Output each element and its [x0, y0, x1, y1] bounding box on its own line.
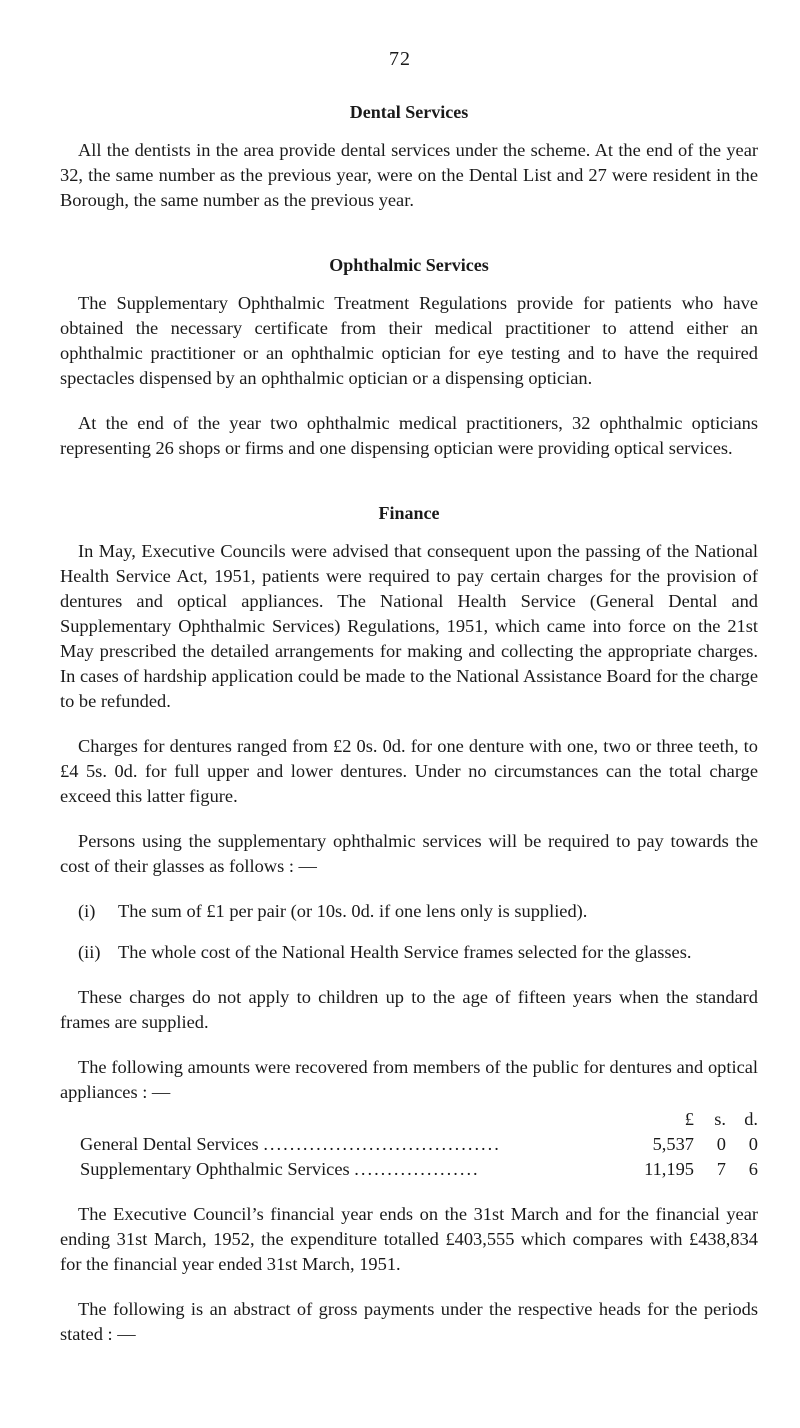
list-text: The sum of £1 per pair (or 10s. 0d. if one lens only is supplied). [118, 901, 588, 921]
finance-heading: Finance [378, 503, 440, 523]
finance-paragraph-1: In May, Executive Councils were advised that consequent upon the passing of the National Health Service Act, 1951, patients were required to pay certain charges for the provision of dentures and optical appliances. The National Health Service (General Dental and Supplementary Ophthalmic Services) Regulations, 1951, which came into force on the 21st May prescribed the detailed arrangements for making and collecting the appropriate charges. In cases of hardship application could be made to the National Assistance Board for the charge to be refunded. [60, 541, 758, 711]
pounds-value: 11,195 [644, 1159, 694, 1179]
dental-services-paragraph: All the dentists in the area provide dental services under the scheme. At the end of the year 32, the same number as the previous year, were on the Dental List and 27 were resident in the Borough, the same number as the previous year. [60, 140, 758, 210]
amounts-header-row [60, 1107, 758, 1132]
table-row [60, 1157, 758, 1182]
pounds-value: 5,537 [652, 1134, 694, 1154]
amount-label [60, 1132, 626, 1157]
ophthalmic-services-heading: Ophthalmic Services [329, 255, 489, 275]
ophthalmic-paragraph-1: The Supplementary Ophthalmic Treatment Regulations provide for patients who have obtained the necessary certificate from their medical practitioner to attend either an ophthalmic practitioner or an ophthalmic optician for eye testing and to have the required spectacles dispensed by an ophthalmic optician or a dispensing optician. [60, 293, 758, 388]
pounds-column-header: £ [684, 1109, 694, 1129]
amount-label [60, 1157, 626, 1182]
finance-paragraph-3: Persons using the supplementary ophthalmic services will be required to pay towards the cost of their glasses as follows : — [60, 831, 758, 876]
shillings-column-header: s. [714, 1109, 726, 1129]
amounts-table [60, 1107, 758, 1182]
page-number: 72 [389, 48, 411, 70]
dental-services-heading: Dental Services [349, 102, 469, 122]
list-item [60, 899, 758, 924]
section-spacer [60, 233, 758, 253]
pence-value: 6 [748, 1159, 758, 1179]
ophthalmic-paragraph-2: At the end of the year two ophthalmic medical practitioners, 32 ophthalmic opticians representing 26 shops or firms and one dispensing optician were providing optical services. [60, 413, 758, 458]
row-label: Supplementary Ophthalmic Services [80, 1159, 350, 1179]
shillings-value: 0 [716, 1134, 726, 1154]
pence-value: 0 [748, 1134, 758, 1154]
finance-paragraph-2: Charges for dentures ranged from £2 0s. 0d. for one denture with one, two or three teeth, to £4 5s. 0d. for full upper and lower dentures. Under no circumstances can the total charge exceed this latter figure. [60, 736, 758, 806]
finance-paragraph-4: These charges do not apply to children up to the age of fifteen years when the standard frames are supplied. [60, 987, 758, 1032]
leader-dots: .................................... [263, 1134, 501, 1154]
section-spacer [60, 481, 758, 501]
pence-column-header: d. [744, 1109, 758, 1129]
page-content [60, 100, 758, 1367]
table-row [60, 1132, 758, 1157]
list-marker: (ii) [78, 942, 101, 962]
shillings-value: 7 [716, 1159, 726, 1179]
list-marker: (i) [78, 901, 96, 921]
finance-paragraph-5: The following amounts were recovered from members of the public for dentures and optical appliances : — [60, 1057, 758, 1102]
finance-paragraph-6: The Executive Council’s financial year ends on the 31st March and for the financial year ending 31st March, 1952, the expenditure totalled £403,555 which compares with £438,834 for the financial year ended 31st March, 1951. [60, 1204, 758, 1274]
leader-dots: ................... [354, 1159, 480, 1179]
finance-paragraph-7: The following is an abstract of gross payments under the respective heads for the periods stated : — [60, 1299, 758, 1344]
row-label: General Dental Services [80, 1134, 259, 1154]
list-text: The whole cost of the National Health Service frames selected for the glasses. [118, 942, 692, 962]
list-item [60, 940, 758, 965]
